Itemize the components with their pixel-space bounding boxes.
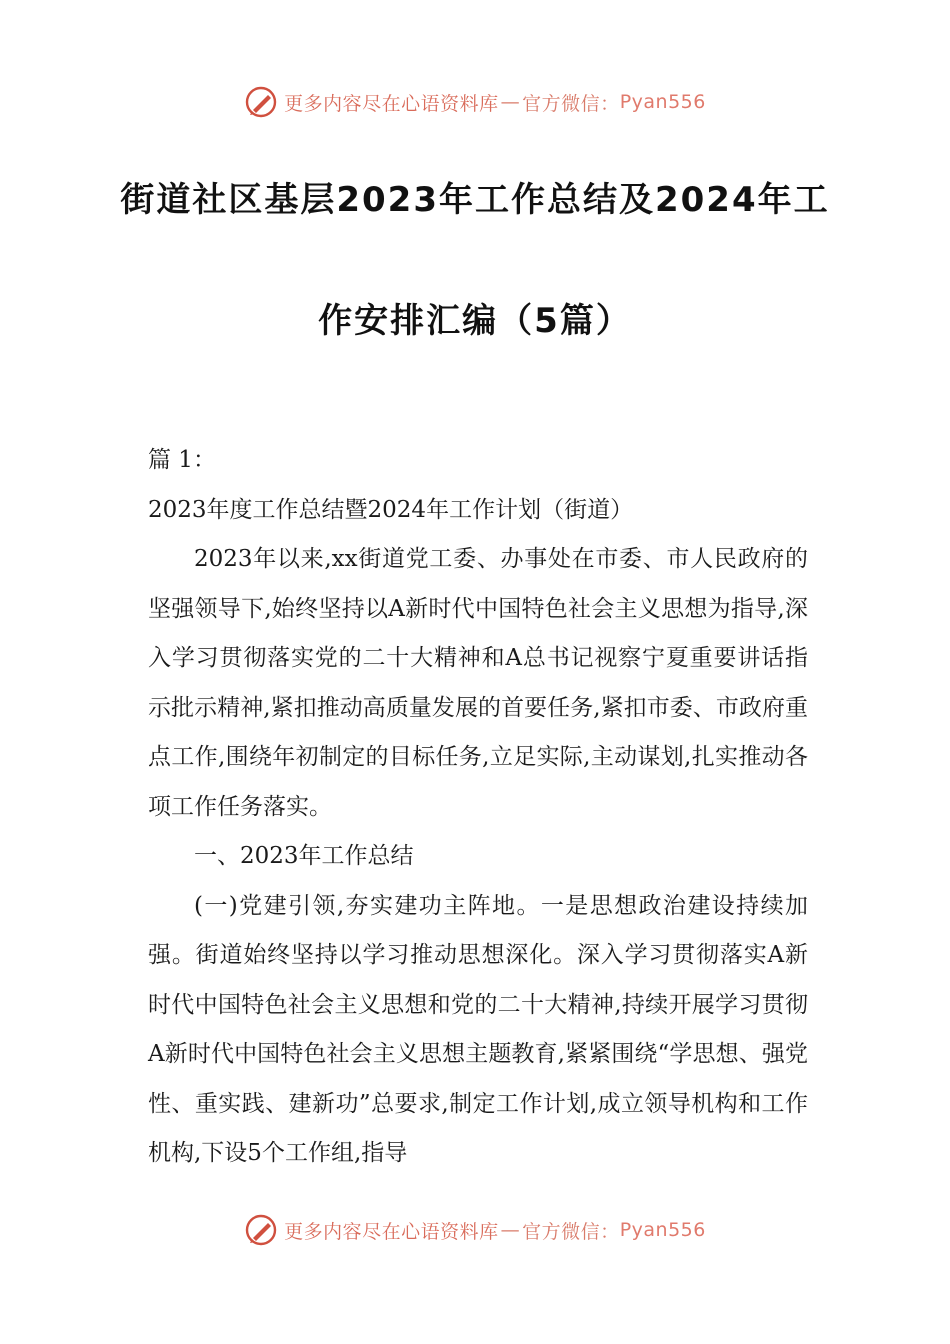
section-label: 篇 1： bbox=[148, 447, 216, 473]
watermark-header bbox=[0, 82, 950, 122]
document-body bbox=[148, 436, 808, 1179]
heading-2023-summary: 一、2023年工作总结 bbox=[194, 843, 414, 869]
intro-paragraph: 2023年以来,xx街道党工委、办事处在市委、市人民政府的坚强领导下,始终坚持以A新时代中国特色社会主义思想为指导,深入学习贯彻落实党的二十大精神和A总书记视察宁夏重要讲话指示批示精神,紧扣推动高质量发展的首要任务,紧扣市委、市政府重点工作,围绕年初制定的目标任务,立足实际,主动谋划,扎实推动各项工作任务落实。 bbox=[148, 546, 808, 820]
section-subtitle: 2023年度工作总结暨2024年工作计划（街道） bbox=[148, 496, 634, 523]
pen-logo-icon bbox=[244, 85, 278, 119]
watermark-contact: Pyan556 bbox=[619, 1219, 706, 1241]
pen-logo-icon bbox=[244, 1213, 278, 1247]
document-title-line-1: 街道社区基层2023年工作总结及2024年工 bbox=[120, 180, 830, 220]
watermark-dash: — bbox=[500, 91, 521, 113]
watermark-dash: — bbox=[500, 1219, 521, 1241]
watermark-label: 官方微信： bbox=[522, 92, 620, 115]
document-title-line-2: 作安排汇编（5篇） bbox=[318, 301, 632, 341]
watermark-footer bbox=[0, 1210, 950, 1250]
watermark-label: 官方微信： bbox=[522, 1220, 620, 1243]
watermark-contact: Pyan556 bbox=[619, 91, 706, 113]
watermark-brand: 更多内容尽在心语资料库 bbox=[284, 92, 499, 115]
watermark-brand: 更多内容尽在心语资料库 bbox=[284, 1220, 499, 1243]
paragraph-party-building: (一)党建引领,夯实建功主阵地。一是思想政治建设持续加强。街道始终坚持以学习推动思想深化。深入学习贯彻落实A新时代中国特色社会主义思想和党的二十大精神,持续开展学习贯彻A新时代中国特色社会主义思想主题教育,紧紧围绕“学思想、强党性、重实践、建新功”总要求,制定工作计划,成立领导机构和工作机构,下设5个工作组,指导 bbox=[148, 892, 808, 1166]
